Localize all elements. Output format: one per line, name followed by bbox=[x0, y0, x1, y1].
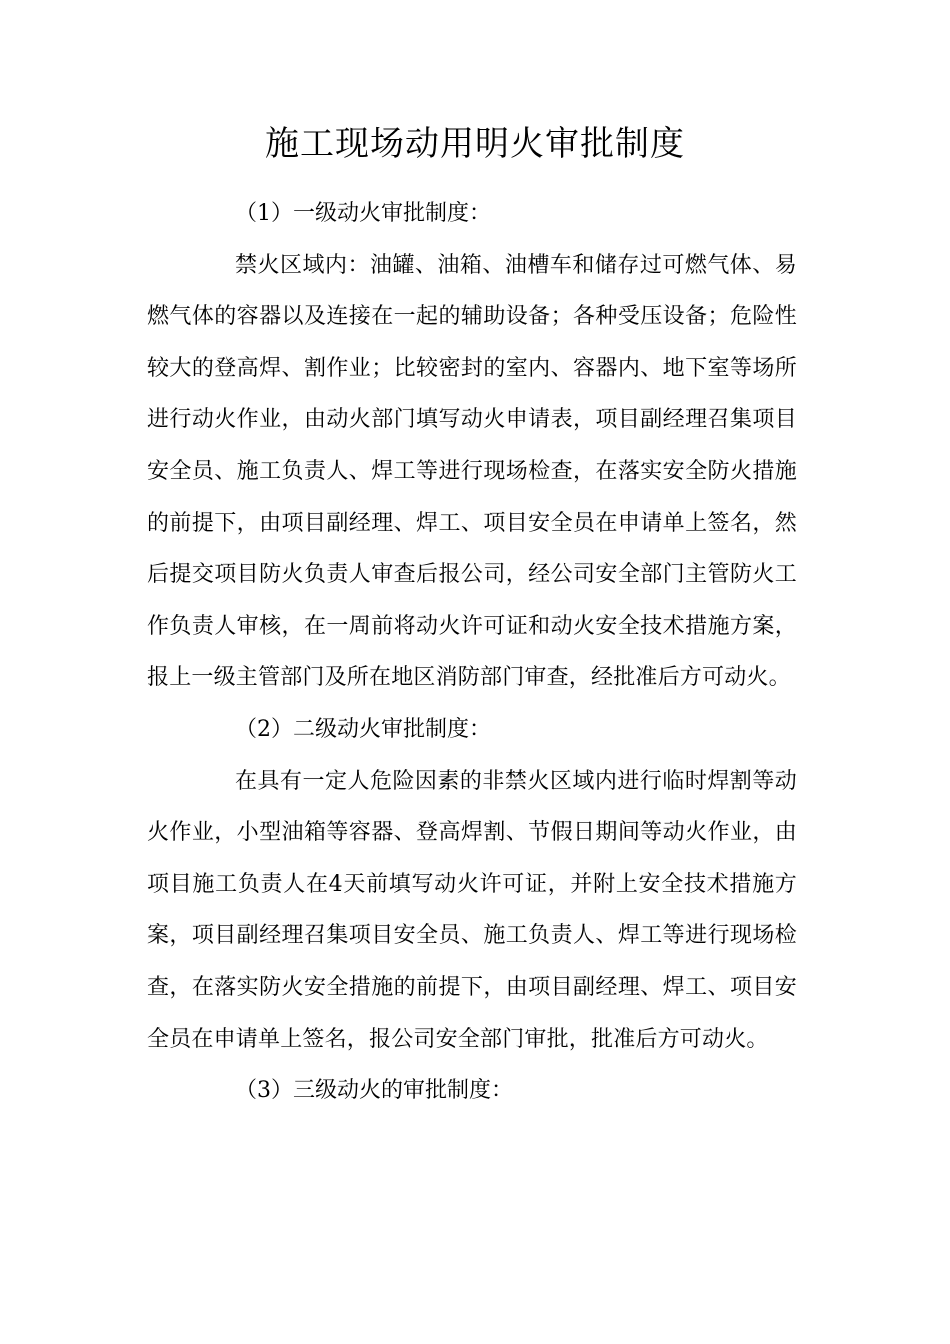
section-paragraph-level-1: 禁火区域内：油罐、油箱、油槽车和储存过可燃气体、易燃气体的容器以及连接在一起的辅助设备；各种受压设备；危险性较大的登高焊、割作业；比较密封的室内、容器内、地下室等场所进行动火作业，由动火部门填写动火申请表，项目副经理召集项目安全员、施工负责人、焊工等进行现场检查，在落实安全防火措施的前提下，由项目副经理、焊工、项目安全员在申请单上签名，然后提交项目防火负责人审查后报公司，经公司安全部门主管防火工作负责人审核，在一周前将动火许可证和动火安全技术措施方案，报上一级主管部门及所在地区消防部门审查，经批准后方可动火。 bbox=[147, 252, 797, 691]
section-paragraph-level-2: 在具有一定人危险因素的非禁火区域内进行临时焊割等动火作业，小型油箱等容器、登高焊割、节假日期间等动火作业，由项目施工负责人在4天前填写动火许可证，并附上安全技术措施方案，项目副经理召集项目安全员、施工负责人、焊工等进行现场检查，在落实防火安全措施的前提下，由项目副经理、焊工、项目安全员在申请单上签名，报公司安全部门审批，批准后方可动火。 bbox=[147, 768, 797, 1052]
document-title: 施工现场动用明火审批制度 bbox=[265, 124, 685, 164]
document-body bbox=[147, 188, 797, 1117]
section-heading-level-1: （1）一级动火审批制度： bbox=[235, 201, 491, 226]
section-heading-level-2: （2）二级动火审批制度： bbox=[235, 716, 491, 742]
section-heading-level-3: （3）三级动火的审批制度： bbox=[235, 1078, 513, 1104]
